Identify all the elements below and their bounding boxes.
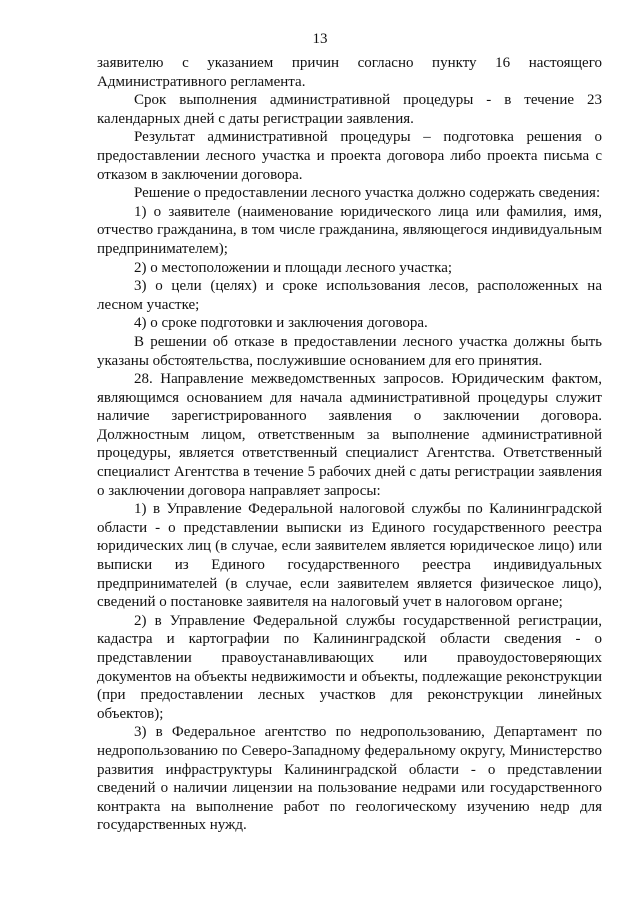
paragraph: В решении об отказе в предоставлении лесного участка должны быть указаны обстоятельства, послужившие основанием для его принятия. [97, 333, 602, 369]
paragraph: 3) в Федеральное агентство по недропользованию, Департамент по недропользованию по Северо-Западному федеральному округу, Министерство развития инфраструктуры Калининградской области - о представлении сведений о наличии лицензии на пользование недрами или государственного контракта на выполнение работ по геологическому изучению недр для государственных нужд. [97, 724, 602, 834]
paragraph: заявителю с указанием причин согласно пункту 16 настоящего Административного регламента. [97, 55, 602, 90]
paragraph: 1) в Управление Федеральной налоговой службы по Калининградской области - о представлении выписки из Единого государственного реестра юридических лиц (в случае, если заявителем является юридическое лицо) или выписки из Единого государственного реестра индивидуальных предпринимателей (в случае, если заявителем является физическое лицо), сведений о постановке заявителя на налоговый учет в налоговом органе; [97, 501, 602, 611]
paragraph: 2) о местоположении и площади лесного участка; [134, 259, 453, 276]
paragraph: Срок выполнения административной процедуры - в течение 23 календарных дней с даты регистрации заявления. [97, 92, 602, 127]
paragraph: Результат административной процедуры – подготовка решения о предоставлении лесного участка и проекта договора либо проекта письма с отказом в заключении договора. [97, 129, 602, 183]
page-number: 13 [312, 31, 328, 47]
paragraph: 4) о сроке подготовки и заключения договора. [134, 315, 428, 332]
paragraph: 1) о заявителе (наименование юридического лица или фамилия, имя, отчество гражданина, в том числе гражданина, являющегося индивидуальным предпринимателем); [97, 203, 602, 257]
paragraph: 28. Направление межведомственных запросов. Юридическим фактом, являющимся основанием для начала административной процедуры служит наличие зарегистрированного заявления о заключении договора. Должностным лицом, ответственным за выполнение административной процедуры, является ответственный специалист Агентства. Ответственный специалист Агентства в течение 5 рабочих дней с даты регистрации заявления о заключении договора направляет запросы: [97, 371, 602, 499]
paragraph: Решение о предоставлении лесного участка должно содержать сведения: [134, 185, 601, 202]
paragraph: 2) в Управление Федеральной службы государственной регистрации, кадастра и картографии по Калининградской области сведения - о представлении правоустанавливающих или правоудостоверяющих документов на объекты недвижимости и объекты, подлежащие реконструкции (при предоставлении лесных участков для реконструкции линейных объектов); [97, 612, 602, 722]
document-body [97, 54, 602, 835]
paragraph: 3) о цели (целях) и сроке использования лесов, расположенных на лесном участке; [97, 278, 602, 313]
